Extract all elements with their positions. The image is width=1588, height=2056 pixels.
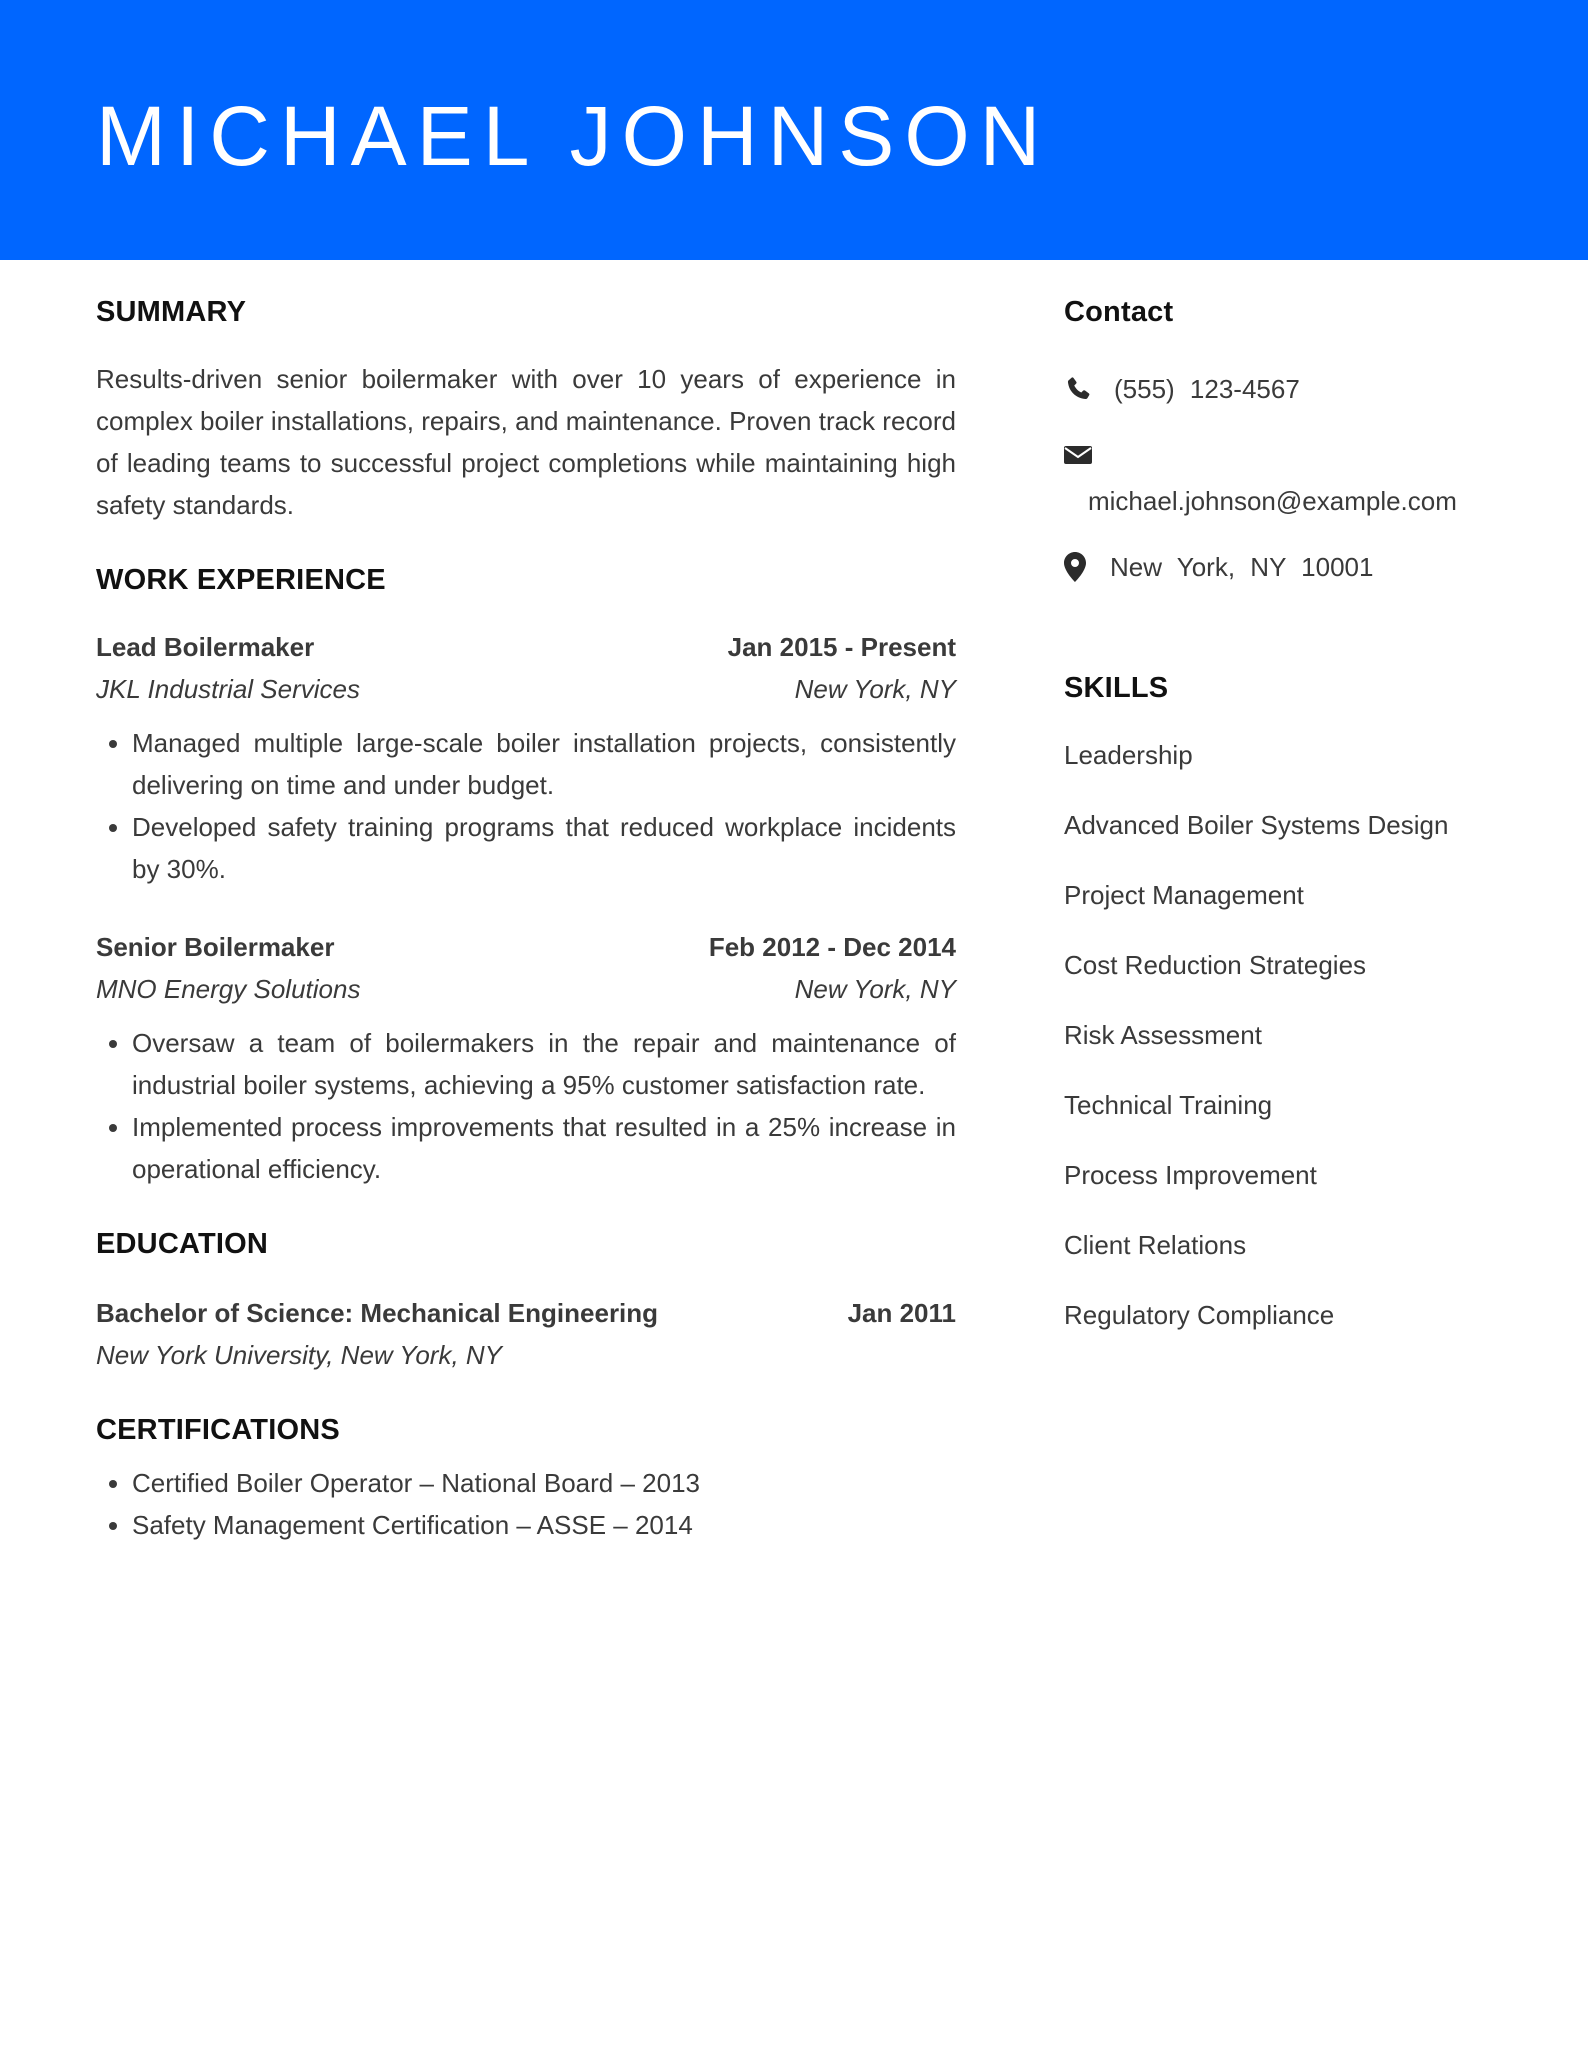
skill-item: Cost Reduction Strategies <box>1064 950 1367 980</box>
skill-item: Technical Training <box>1064 1090 1273 1120</box>
education-title: EDUCATION <box>96 1228 269 1260</box>
education-school-row <box>96 1334 956 1376</box>
job-company: JKL Industrial Services <box>96 674 360 704</box>
skills-list <box>1064 734 1504 1336</box>
education-degree: Bachelor of Science: Mechanical Engineering <box>96 1298 659 1328</box>
contact-phone-text[interactable]: (555) 123-4567 <box>1114 374 1300 404</box>
skill-item: Leadership <box>1064 740 1193 770</box>
education-date: Jan 2011 <box>847 1298 956 1328</box>
job-header-row <box>96 626 956 668</box>
skill-item: Project Management <box>1064 880 1304 910</box>
job-role: Lead Boilermaker <box>96 632 315 662</box>
contact-title: Contact <box>1064 296 1174 328</box>
summary-section <box>96 292 956 526</box>
job-dates: Feb 2012 - Dec 2014 <box>708 932 956 962</box>
contact-email <box>1064 434 1504 522</box>
work-experience-title: WORK EXPERIENCE <box>96 564 386 596</box>
skill-item: Client Relations <box>1064 1230 1247 1260</box>
job-company-row <box>96 668 956 710</box>
job-entry <box>96 626 956 890</box>
certifications-list <box>96 1462 956 1546</box>
certification-item: • Certified Boiler Operator – National Board – 2013 <box>132 1462 956 1504</box>
job-location: New York, NY <box>794 674 956 704</box>
phone-icon <box>1064 368 1094 410</box>
contact-location-text: New York, NY 10001 <box>1110 552 1374 582</box>
certifications-section <box>96 1410 956 1546</box>
education-section <box>96 1224 956 1376</box>
job-company: MNO Energy Solutions <box>96 974 361 1004</box>
main-column <box>96 292 956 1546</box>
skill-item: Risk Assessment <box>1064 1020 1262 1050</box>
contact-email-text[interactable]: michael.johnson@example.com <box>1088 486 1457 516</box>
job-header-row <box>96 926 956 968</box>
job-entry <box>96 926 956 1190</box>
summary-text: Results-driven senior boilermaker with over 10 years of experience in complex boiler installations, repairs, and maintenance. Proven track record of leading teams to successful project completions while maintaining high safety standards. <box>96 364 956 520</box>
education-header-row <box>96 1292 956 1334</box>
job-bullets <box>96 722 956 890</box>
skill-item: Process Improvement <box>1064 1160 1317 1190</box>
certifications-title: CERTIFICATIONS <box>96 1414 340 1446</box>
skills-section <box>1064 668 1504 1336</box>
contact-location <box>1064 546 1504 588</box>
job-location: New York, NY <box>794 974 956 1004</box>
skill-item: Regulatory Compliance <box>1064 1300 1335 1330</box>
job-role: Senior Boilermaker <box>96 932 335 962</box>
certification-item: • Safety Management Certification – ASSE – 2014 <box>132 1504 956 1546</box>
skill-item: Advanced Boiler Systems Design <box>1064 810 1449 840</box>
education-school: New York University, New York, NY <box>96 1340 503 1370</box>
job-bullet: • Developed safety training programs that reduced workplace incidents by 30%. <box>132 806 956 890</box>
job-bullet: • Managed multiple large-scale boiler installation projects, consistently delivering on time and under budget. <box>132 722 956 806</box>
job-company-row <box>96 968 956 1010</box>
education-entry <box>96 1292 956 1376</box>
contact-phone <box>1064 368 1504 410</box>
header-banner <box>0 0 1588 260</box>
job-bullets <box>96 1022 956 1190</box>
summary-title: SUMMARY <box>96 296 247 328</box>
sidebar-column <box>1064 292 1504 1336</box>
work-experience-section <box>96 560 956 1190</box>
job-dates: Jan 2015 - Present <box>727 632 956 662</box>
candidate-name: MICHAEL JOHNSON <box>96 89 1051 183</box>
envelope-icon <box>1064 434 1094 476</box>
contact-section <box>1064 292 1504 588</box>
map-pin-icon <box>1064 546 1094 588</box>
job-bullet: • Implemented process improvements that resulted in a 25% increase in operational efficiency. <box>132 1106 956 1190</box>
skills-title: SKILLS <box>1064 672 1169 704</box>
job-bullet: • Oversaw a team of boilermakers in the repair and maintenance of industrial boiler systems, achieving a 95% customer satisfaction rate. <box>132 1022 956 1106</box>
